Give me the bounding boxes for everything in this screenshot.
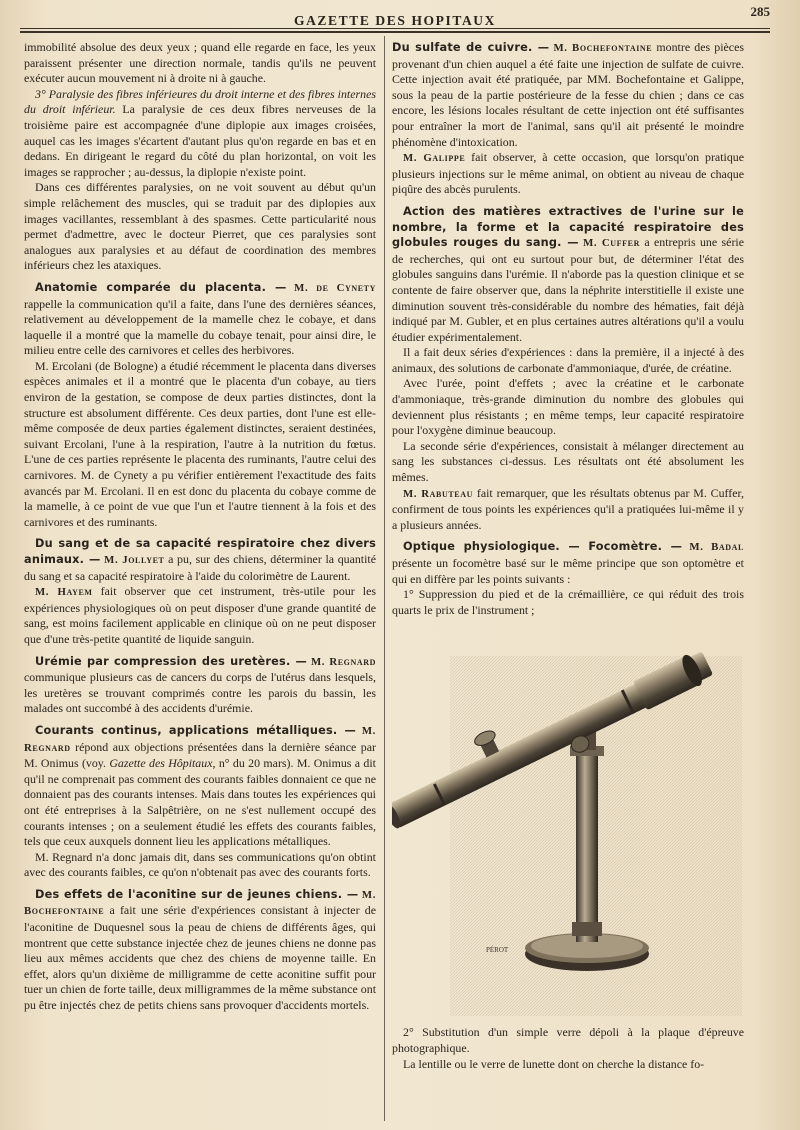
- section-title: Action des matières extractives de l'urine sur le nombre, la forme et la capacité respiratoire des globules rouges du sang. —: [392, 204, 744, 250]
- paragraph-text: fait observer, à cette occasion, que lorsqu'on pratique plusieurs injections sur le même animal, on obtient au niveau de chaque piqûre des abcès purulents.: [392, 150, 744, 197]
- section-text: a entrepris une série de recherches, qui ont eu surtout pour but, de déterminer l'état des globules sanguins dans l'urémie. Il n'aborde pas la question clinique et se contente de faire observer que, dans la néphrite interstitielle il existe une diminution souvent très-considérable du nombre des hématies, fait déjà indiqué par M. Gubler, et en plus certaines autres altérations qu'il a voulu étudier expérimentalement.: [392, 235, 744, 344]
- author-name: M. de Cynety: [294, 281, 376, 294]
- paragraph-rabuteau: [392, 486, 744, 534]
- paragraph-point-2: 2° Substitution d'un simple verre dépoli à la plaque d'épreuve photographique.: [392, 1025, 744, 1055]
- section-title: Du sang et de sa capacité respiratoire chez divers animaux. —: [24, 537, 376, 566]
- section-sang: [24, 536, 376, 584]
- paragraph-point-1: 1° Suppression du pied et de la crémaillière, ce qui réduit des trois quarts le prix de l'instrument ;: [392, 587, 744, 617]
- section-text: communique plusieurs cas de cancers du corps de l'utérus dans lesquels, les uretères se trouvant comprimés contre les parois du bassin, les malades ont succombé à des accidents d'urémie.: [24, 670, 376, 716]
- paralysie-3-text: La paralysie de ces deux fibres nerveuses de la troisième paire est accompagnée d'une diplopie aux images croisées, auquel cas les images s'écartent d'autant plus qu'on regarde en bas et en dedans. En dirigeant le regard du côté du plan horizontal, on voit les images se rapprocher ; au-dessus, la diplopie n'existe point.: [24, 102, 376, 179]
- section-text: rappelle la communication qu'il a faite, dans l'une des dernières séances, relativement au développement de la mamelle chez le cobaye, et dans laquelle il a montré que la mamelle du cobaye tenait, pour ainsi dire, le milieu entre celle des carnivores et celles des herbivores.: [24, 296, 376, 358]
- engraver-signature: PÉROT: [486, 946, 509, 955]
- section-title: Anatomie comparée du placenta. —: [35, 280, 287, 294]
- stand-post: [576, 746, 598, 942]
- left-column: [24, 40, 376, 1120]
- author-name: M. Bochefontaine: [24, 888, 376, 918]
- paralysie-3-label: 3° Paralysie des fibres inférieures du droit interne et des fibres internes du droit inférieur.: [24, 86, 376, 117]
- paragraph-lentille: La lentille ou le verre de lunette dont on cherche la distance fo-: [403, 1056, 705, 1071]
- header-rule: [20, 28, 770, 29]
- author-name: M. Regnard: [310, 655, 376, 668]
- paragraph-text: fait observer que cet instrument, très-utile pour les expériences physiologiques où on peut disposer d'une grande quantité de sang, est moins facilement applicable en clinique où on ne peut disposer que d'une très-petite quantité de liquide sanguin.: [24, 584, 376, 646]
- section-text: a pu, sur des chiens, déterminer la quantité du sang et sa capacité respiratoire à l'aide du colorimètre de Laurent.: [24, 552, 376, 583]
- page-header: [20, 4, 770, 34]
- author-name: M. Regnard: [24, 724, 376, 754]
- paragraph-intro: immobilité absolue des deux yeux ; quand elle regarde en face, les yeux paraissent présenter une direction normale, tandis qu'ils ne peuvent exécuter aucun mouvement ni à droite ni à gauche.: [24, 40, 376, 86]
- paragraph-ercolani: M. Ercolani (de Bologne) a étudié récemment le placenta dans diverses espèces animales et il a montré que le placenta d'un cobaye, au tiers environ de la gestation, se compose de deux parties distinctes, dont la structure est absolument différente. Ces deux parties, dont l'une est elle-même composée de deux parties également distinctes, seraient destinées, suivant Ercolani, l'une à la respiration, l'autre à la nutrition du fœtus. L'une de ces parties représente le placenta des ruminants, l'autre celui des carnivores. M. de Cynety a pu vérifier entièrement l'exactitude des faits avancés par M. Ercolani. Il en est donc du placenta du cobaye comme de la mamelle, à ce point de vue que l'un et l'autre tiennent à la fois et des carnivores et des ruminants.: [24, 358, 376, 529]
- paragraph-paralysie-3: [24, 87, 376, 181]
- paragraph-seconde-serie: La seconde série d'expériences, consistait à mélanger directement au sang les substances ci-dessus. Les résultats ont été absolument les mêmes.: [392, 438, 744, 485]
- section-aconitine: [24, 887, 376, 1014]
- paragraph-galippe: [392, 150, 744, 198]
- column-divider: [384, 36, 385, 1121]
- author-name: M. Rabuteau: [403, 487, 473, 500]
- paragraph-uree: Avec l'urée, point d'effets ; avec la créatine et le carbonate d'ammoniaque, très-grande diminution du nombre des globules qui deviennent plus résistants ; en même temps, leur capacité respiratoire pour l'oxygène diminue beaucoup.: [392, 376, 744, 438]
- author-name: M. Galippe: [403, 152, 466, 165]
- author-name: M. Cuffer: [583, 237, 640, 250]
- paragraph-text: fait remarquer, que les résultats obtenus par M. Cuffer, confirment de tous points les expériences qu'il a pratiquées lui-même il y a plusieurs années.: [392, 485, 744, 532]
- section-anatomie: [24, 280, 376, 359]
- section-title: Du sulfate de cuivre. —: [392, 41, 550, 54]
- right-column: [392, 40, 744, 1120]
- section-optique: [392, 539, 744, 587]
- section-sulfate-cuivre: [392, 40, 744, 150]
- author-name: M. Bochefontaine: [553, 42, 653, 54]
- running-title: GAZETTE DES HOPITAUX: [293, 13, 497, 28]
- section-title: Des effets de l'aconitine sur de jeunes chiens. —: [35, 887, 359, 901]
- journal-reference: Gazette des Hôpitaux: [109, 756, 213, 771]
- section-text: montre des pièces provenant d'un chien auquel a été faite une injection de sulfate de cuivre. Cette injection avait été pratiquée, par MM. Bochefontaine et Galippe, sous la peau de la partie postérieure de la fesse du chien ; dans ce cas encore, les lésions locales résultant de cette injection ont été suffisantes pour entraîner la mort de l'animal, sans qu'il ait présenté le moindre phénomène d'intoxication.: [392, 40, 744, 149]
- section-text: a fait une série d'expériences consistant à injecter de l'aconitine de Duquesnel sous la peau de chiens de différents âges, qui montrent que cette substance injectée chez de jeunes chiens ne donne pas lieu aux mêmes accidents que chez des chiens de moyenne taille. En effet, alors qu'un dixième de milligramme de cette aconitine suffit pour tuer un chien de forte taille, deux milligrammes de la même substance ont pu être injectés chez de petits chiens sans provoquer d'accidents mortels.: [24, 903, 376, 1013]
- paragraph-hayem: [24, 584, 376, 647]
- paragraph-series: Il a fait deux séries d'expériences : dans la première, il a injecté à des animaux, des solutions de carbonate d'ammoniaque, d'urée, de créatine.: [392, 345, 744, 375]
- author-name: M. Hayem: [35, 586, 93, 599]
- page-number: 285: [750, 4, 770, 19]
- header-rule-thick: [20, 31, 770, 33]
- paragraph-paralysies: Dans ces différentes paralysies, on ne voit souvent au début qu'un simple relâchement des muscles, qui se traduit par des diplopies aux images vacillantes, ressemblant à des spasmes. Cette particularité nous permet d'admettre, avec le docteur Pierret, que ces paralysies sont analogues aux paralysies et au défaut de coordination des membres inférieurs chez les ataxiques.: [24, 180, 376, 273]
- author-name: M. Badal: [689, 541, 744, 554]
- section-text: présente un focomètre basé sur le même principe que son optomètre et qui en diffère par les points suivants :: [392, 556, 744, 586]
- section-text: répond aux objections présentées dans la dernière séance par M. Onimus (voy.: [24, 739, 376, 771]
- section-text-cont: , n° du 20 mars). M. Onimus a dit qu'il ne comprenait pas comment des courants faibles donnaient ce que ne donnaient pas des courants intenses. Mais dans toutes les expériences qui ont été entreprises à la Salpêtrière, on ne s'est nullement occupé des courants intenses ; on a seulement étudié les effets des courants faibles, tels que ceux auxquels donnent lieu les applications métalliques.: [24, 756, 376, 849]
- author-name: M. Jollyet: [104, 554, 165, 566]
- focometre-illustration: [392, 626, 744, 1021]
- section-urine: [392, 204, 744, 345]
- paragraph-regnard: M. Regnard n'a donc jamais dit, dans ses communications qu'on obtint avec des courants faibles, ce qu'on n'obtenait pas avec des courants forts.: [24, 849, 376, 880]
- section-title: Optique physiologique. — Focomètre. —: [403, 540, 683, 554]
- section-title: Urémie par compression des uretères. —: [35, 654, 308, 668]
- focometre-figure: [392, 626, 744, 1021]
- section-courants: [24, 723, 376, 850]
- section-uremie: [24, 654, 376, 717]
- section-title: Courants continus, applications métalliques. —: [35, 723, 356, 737]
